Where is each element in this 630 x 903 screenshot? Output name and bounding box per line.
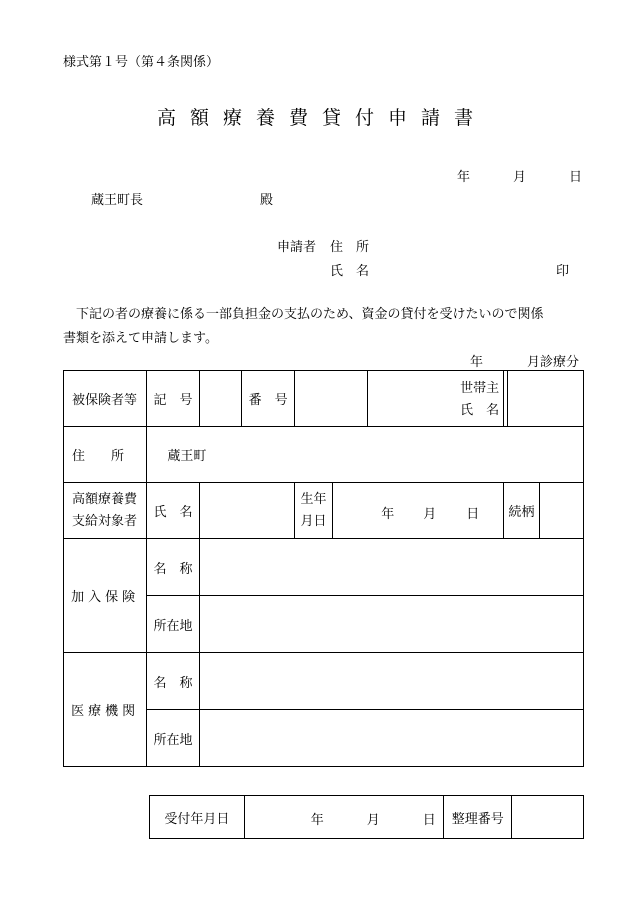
insurance-location-field[interactable] — [199, 596, 583, 653]
period-month-label: 月診療分 — [527, 355, 580, 370]
applicant-address-label: 住 所 — [330, 240, 370, 255]
title-char: 申 — [387, 107, 407, 129]
birth-month-label: 月 — [423, 507, 437, 522]
symbol-label: 記 号 — [147, 371, 199, 427]
medical-name-label: 名 称 — [147, 653, 199, 710]
title-char: 額 — [189, 107, 209, 129]
application-table — [63, 370, 584, 767]
medical-label: 医療機関 — [64, 653, 147, 767]
target-name-label: 氏 名 — [147, 483, 199, 539]
birth-date-field[interactable] — [333, 483, 503, 539]
title-char: 費 — [288, 107, 308, 129]
address-field[interactable] — [147, 427, 584, 483]
reception-month-label: 月 — [366, 813, 380, 828]
insurance-name-field[interactable] — [199, 539, 583, 596]
medical-location-field[interactable] — [199, 710, 583, 767]
household-head-field[interactable] — [503, 371, 583, 427]
title-char: 療 — [222, 107, 242, 129]
relation-field[interactable] — [540, 483, 584, 539]
target-label-line2: 支給対象者 — [72, 513, 138, 529]
form-number: 様式第１号（第４条関係） — [63, 55, 220, 70]
reception-day-label: 日 — [422, 813, 436, 828]
insured-label: 被保険者等 — [64, 371, 147, 427]
household-head-label-line1: 世帯主 — [460, 381, 500, 396]
date-month-label: 月 — [513, 170, 527, 185]
insurance-name-label: 名 称 — [147, 539, 199, 596]
body-text-line2: 書類を添えて申請します。 — [63, 331, 218, 346]
reference-number-field[interactable] — [512, 796, 584, 839]
household-head-cell — [367, 371, 503, 427]
target-label — [64, 483, 147, 539]
insurance-location-label: 所在地 — [147, 596, 199, 653]
title-char: 貸 — [321, 107, 341, 129]
applicant-label: 申請者 — [277, 240, 317, 255]
insurance-label: 加入保険 — [64, 539, 147, 653]
birth-label-line2: 月日 — [300, 513, 327, 529]
reception-table — [149, 795, 584, 839]
date-year-label: 年 — [457, 170, 471, 185]
birth-day-label: 日 — [466, 507, 480, 522]
address-label: 住 所 — [64, 427, 147, 483]
birth-label-line1: 生年 — [300, 491, 327, 507]
target-label-line1: 高額療養費 — [72, 491, 138, 507]
birth-year-label: 年 — [381, 507, 395, 522]
relation-label: 続柄 — [503, 483, 540, 539]
medical-location-label: 所在地 — [147, 710, 199, 767]
addressee-name: 蔵王町長 — [91, 193, 144, 208]
title-char: 高 — [156, 107, 176, 129]
reference-number-label: 整理番号 — [444, 796, 512, 839]
household-head-label-line2: 氏 名 — [460, 403, 500, 418]
number-field[interactable] — [294, 371, 367, 427]
period-year-label: 年 — [470, 355, 484, 370]
address-prefix: 蔵王町 — [167, 449, 207, 464]
title-char: 養 — [255, 107, 275, 129]
reception-year-label: 年 — [310, 813, 324, 828]
reception-date-label: 受付年月日 — [150, 796, 245, 839]
date-day-label: 日 — [569, 170, 583, 185]
title-char: 書 — [453, 107, 473, 129]
title-char: 付 — [354, 107, 374, 129]
symbol-field[interactable] — [199, 371, 242, 427]
medical-name-field[interactable] — [199, 653, 583, 710]
addressee-honorific: 殿 — [260, 193, 274, 208]
form-title — [150, 103, 480, 130]
number-label: 番 号 — [242, 371, 294, 427]
applicant-name-label: 氏 名 — [330, 264, 370, 279]
reception-date-field[interactable] — [244, 796, 444, 839]
birth-label — [294, 483, 332, 539]
body-text-line1: 下記の者の療養に係る一部負担金の支払のため、資金の貸付を受けたいので関係 — [76, 307, 544, 322]
title-char: 請 — [420, 107, 440, 129]
target-name-field[interactable] — [199, 483, 294, 539]
seal-mark: 印 — [556, 264, 570, 279]
